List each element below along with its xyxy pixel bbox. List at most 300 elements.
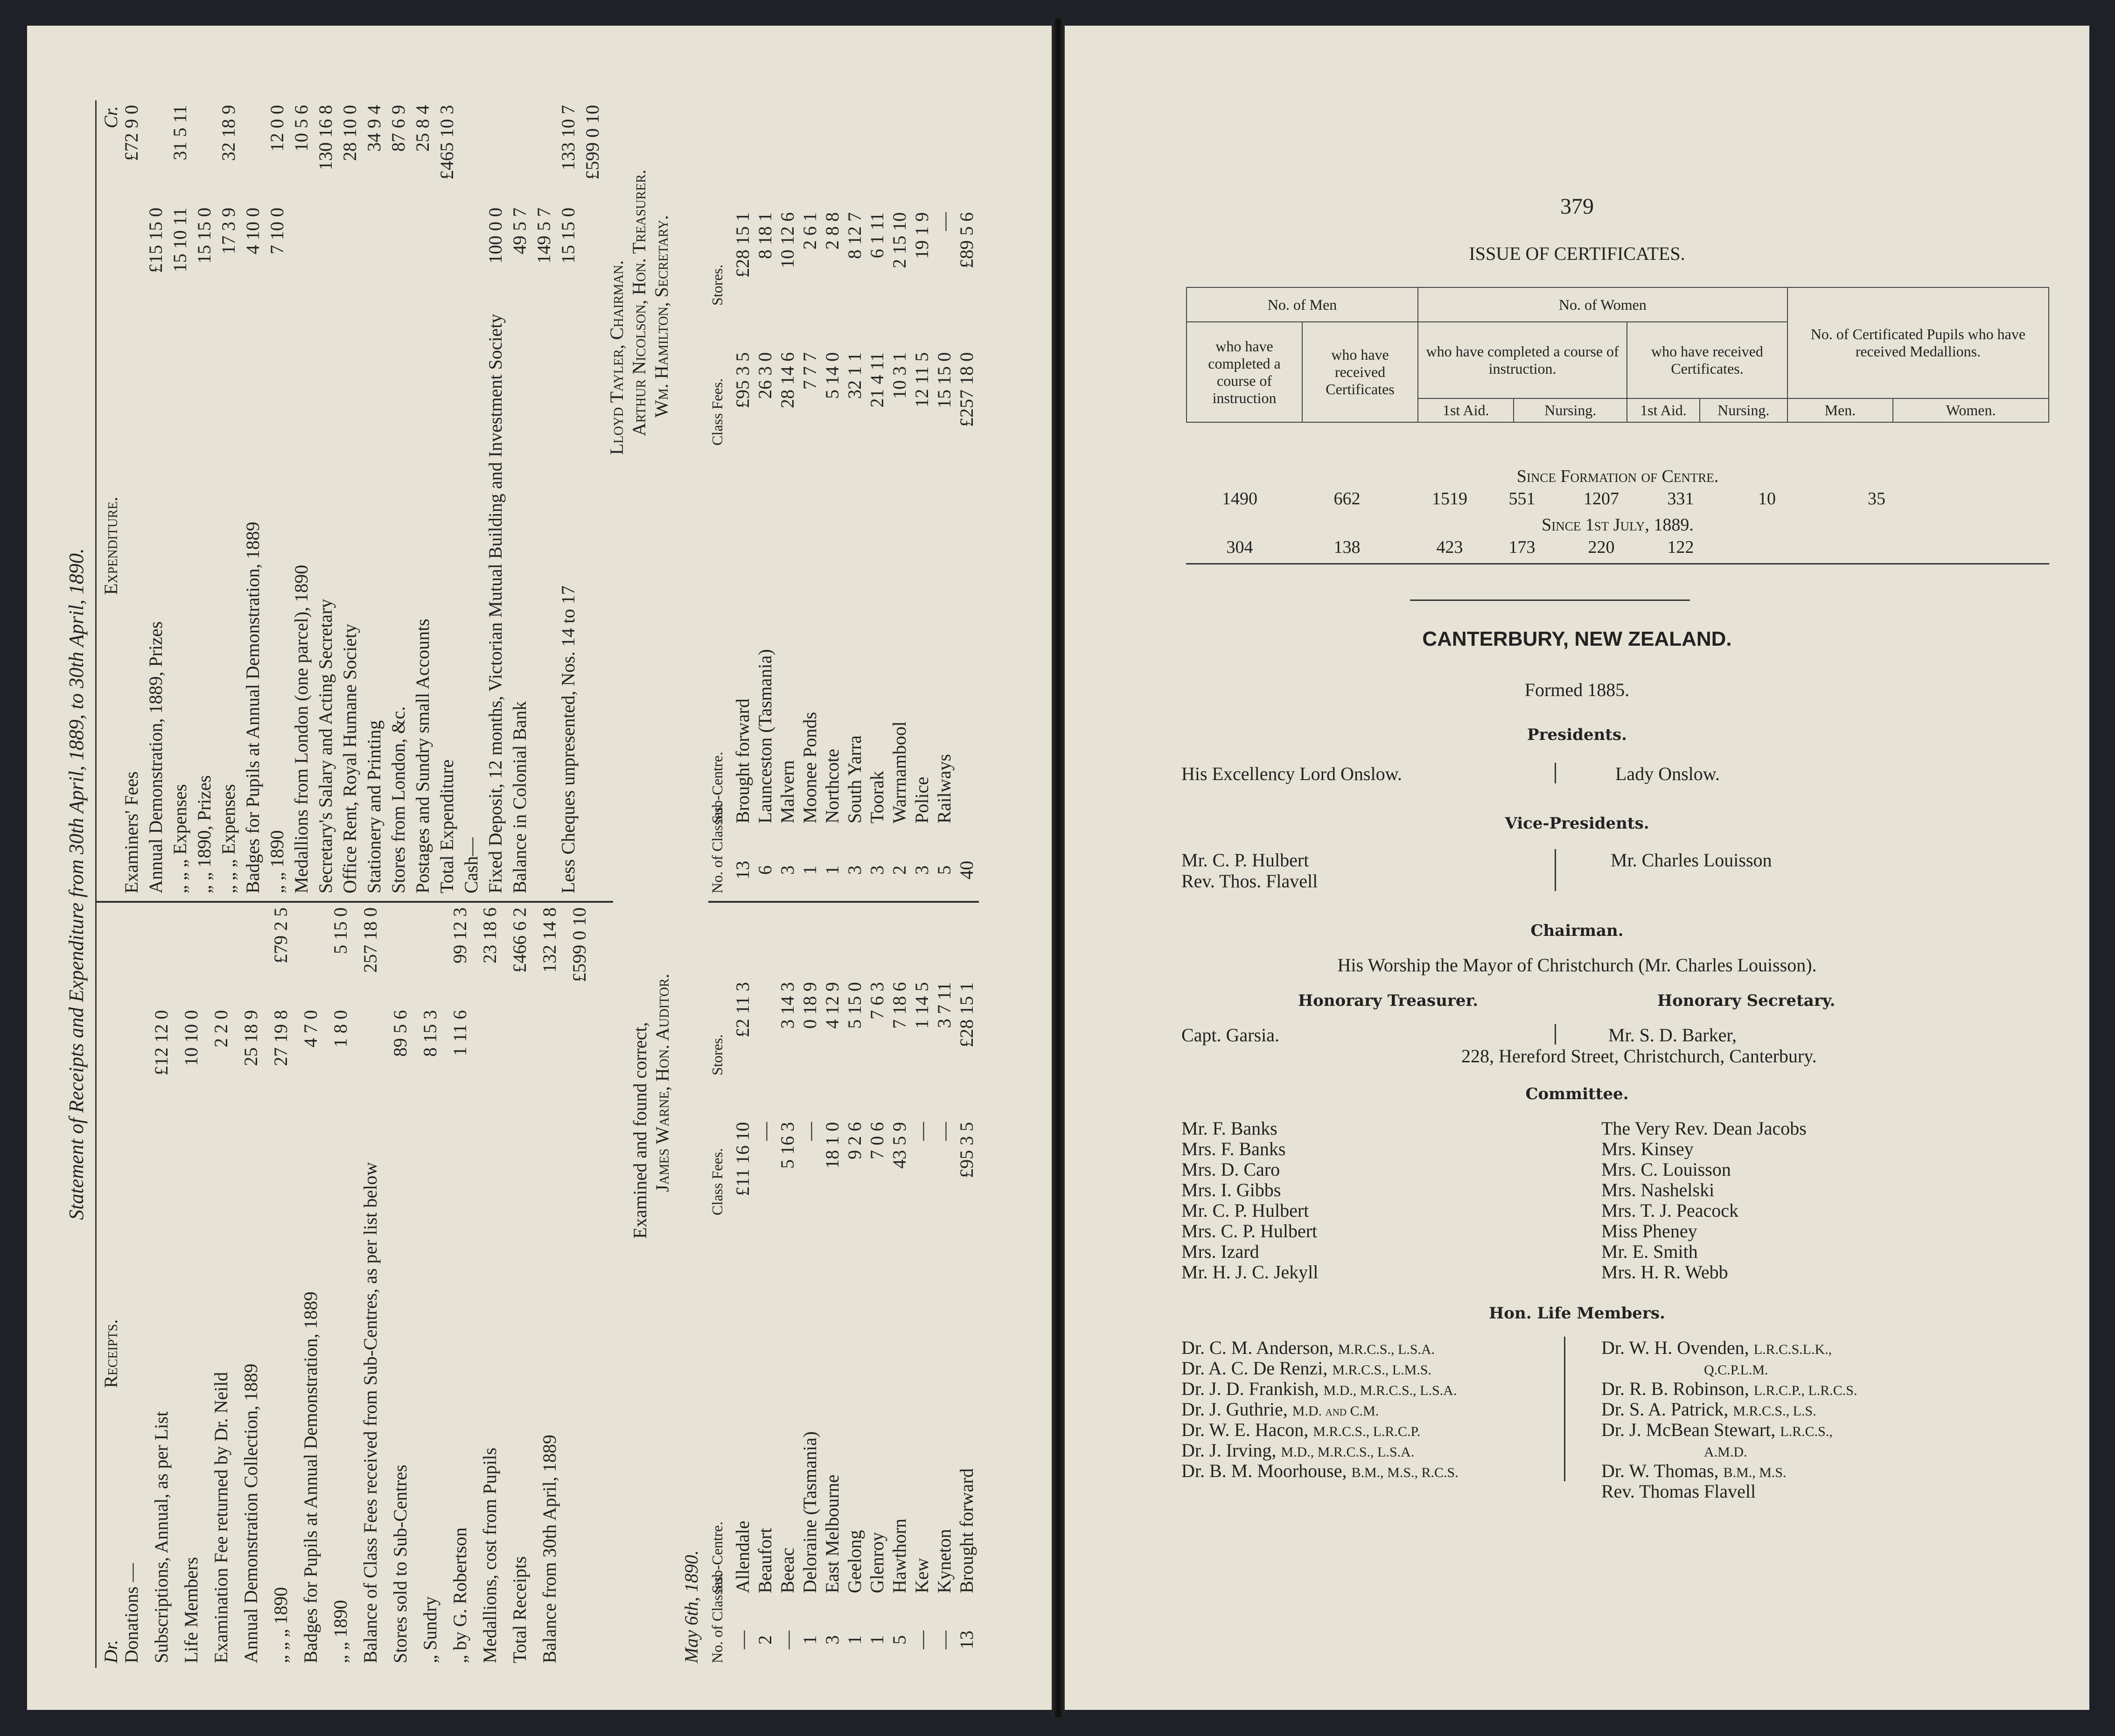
receipt-inner-amount: 4 7 0 [300,1010,321,1047]
receipt-row [150,907,172,1663]
expenditure-label: Less Cheques unpresented, Nos. 14 to 17 [558,586,579,893]
sub-centre-row [776,105,798,893]
expenditure-label: Postages and Sundry small Accounts [412,619,433,893]
sub-stores: — [934,212,955,231]
sub-centre-name: Warrnambool [889,721,910,823]
sub-centre-row [956,907,977,1663]
receipts-list [120,907,615,1663]
committee-member: Mrs. C. P. Hulbert [1181,1220,1318,1241]
expenditure-outer-amount: 31 5 11 [169,105,190,160]
sub-fees: £95 3 5 [956,1122,977,1178]
receipt-row [210,907,231,1663]
receipt-outer-amount: 99 12 3 [449,907,470,963]
sub-stores: 2 15 10 [889,212,910,268]
receipt-inner-amount: 1 11 6 [449,1010,470,1056]
expenditure-row [339,105,360,893]
receipt-row [359,907,381,1663]
sub-fees: 28 14 6 [777,352,798,408]
receipt-outer-amount: £466 6 2 [509,907,530,973]
statement-rotated [64,100,988,1668]
sub-centre-name: Moonee Ponds [799,712,820,823]
president-right: Lady Onslow. [1615,763,1720,784]
sub-fees: — [934,1122,955,1141]
receipt-label: Badges for Pupils at Annual Demonstration, 1889 [300,1291,321,1663]
sub-centre-row [821,907,843,1663]
medallion-men-header: Men. [1787,398,1893,422]
expenditure-inner-amount: 100 0 0 [485,208,506,264]
life-member-qualifications: L.R.C.S.L.K., [1753,1342,1832,1357]
receipt-label: Donations — [121,1563,142,1663]
expenditure-row [460,105,482,893]
sub-centre-name: Launceston (Tasmania) [754,649,775,823]
sub-centres-table-b [708,105,988,893]
sub-fees: — [754,1122,775,1141]
treasurer-signature: Arthur Nicolson, Hon. Treasurer. [628,169,649,436]
chairman-name: His Worship the Mayor of Christchurch (Mr. Charles Louisson). [1337,955,1817,976]
sub-classes: 2 [889,865,910,875]
receipt-label: Total Receipts [509,1556,530,1663]
sub-stores: 1 14 5 [911,982,932,1029]
men-header: No. of Men [1187,287,1418,322]
receipt-inner-amount: 89 5 6 [390,1010,411,1057]
sub-classes: 5 [934,865,955,875]
expenditure-label: Stores from London, &c. [388,706,409,893]
receipt-row [270,907,291,1663]
statement-title: Statement of Receipts and Expenditure from 30th April, 1889, to 30th April, 1890. [65,548,88,1220]
life-members-right [1601,1337,1857,1501]
life-member [1181,1337,1459,1357]
receipt-row [180,907,202,1663]
sub-header-stores: Stores. [709,1034,726,1075]
expenditure-outer-amount: £72 9 0 [121,105,142,161]
sub-classes: — [777,1631,798,1649]
committee-member: Mrs. F. Banks [1181,1138,1286,1159]
sub-centre-name: Railways [934,754,955,823]
women-header: No. of Women [1418,287,1787,322]
sub-stores: 0 18 9 [799,982,820,1029]
receipt-row [120,907,142,1663]
sub-fees: £257 18 0 [956,352,977,427]
sub-centre-row [754,907,775,1663]
life-divider [1564,1337,1565,1481]
sub-classes: 5 [889,1635,910,1645]
receipt-inner-amount: 2 2 0 [210,1010,231,1047]
sub-centres-table-a [708,907,988,1663]
sub-fees: 15 15 0 [934,352,955,408]
committee-right-list [1601,1117,1807,1282]
certificate-figure: 551 [1508,489,1536,509]
women-completed-header: who have completed a course of instruction. [1418,322,1627,398]
president-divider [1555,763,1556,783]
expenditure-label: „ „ 1890 [266,830,287,893]
since-formation-label: Since Formation of Centre. [1516,467,1719,486]
certificate-figure: 122 [1667,537,1694,557]
certificate-figure: 220 [1588,537,1615,557]
life-member-qualifications: M.R.C.S., L.M.S. [1332,1362,1431,1378]
receipt-label: „ „ „ 1890 [270,1587,291,1663]
sub-centre-row [866,907,887,1663]
certificate-figure: 662 [1333,489,1361,509]
life-member-qualifications: B.M., M.S., R.C.S. [1351,1465,1459,1480]
expenditure-outer-amount: 34 9 4 [363,105,384,152]
expenditure-label: „ „ „ Expenses [169,784,190,893]
receipt-label: „ „ 1890 [330,1600,351,1663]
cr-label: Cr. [100,106,121,128]
center-divider [95,901,613,903]
sub-stores: £2 11 3 [732,982,753,1038]
life-member-qualifications: L.R.C.P., L.R.C.S. [1753,1383,1857,1398]
receipt-row [568,907,590,1663]
expenditure-outer-amount: 25 8 4 [412,105,433,152]
receipt-row [240,907,261,1663]
sub-centre-name: Malvern [777,760,798,823]
receipt-row [479,907,500,1663]
life-member-name: Dr. S. A. Patrick, [1601,1399,1733,1420]
sub-centre-row [754,105,775,893]
receipt-outer-amount: 132 14 8 [539,907,560,973]
life-member [1601,1460,1857,1480]
receipt-label: Medallions, cost from Pupils [479,1447,500,1663]
life-members-heading: Hon. Life Members. [1489,1304,1665,1323]
committee-member: Mrs. H. R. Webb [1601,1262,1728,1283]
receipt-outer-amount: £79 2 5 [270,907,291,963]
examined-text: Examined and found correct, [629,1022,650,1239]
certificate-figure: 1207 [1584,489,1619,509]
expenditure-row [193,105,215,893]
sub-classes: 1 [822,865,843,875]
life-member-qualifications: A.M.D. [1704,1444,1747,1460]
sub-header-fees: Class Fees. [709,378,726,446]
expenditure-inner-amount: £15 15 0 [145,208,166,273]
life-member [1181,1398,1459,1419]
certificate-figure: 1490 [1222,489,1257,509]
life-member-name: Dr. B. M. Moorhouse, [1181,1460,1352,1481]
expenditure-row [436,105,457,893]
sub-centre-row [799,105,820,893]
sub-centre-name: Beeac [777,1548,798,1593]
sub-centre-row [732,907,753,1663]
sub-stores: 7 6 3 [866,982,887,1019]
life-member-name: Dr. R. B. Robinson, [1601,1378,1754,1399]
sub-centre-row [844,907,865,1663]
sub-stores: 19 1 9 [911,212,932,259]
expenditure-inner-amount: 149 5 7 [533,208,554,264]
certificates-table [1186,287,2049,557]
sub-stores: 7 18 6 [889,982,910,1029]
sub-classes: 13 [732,861,753,879]
sub-centre-name: Brought forward [956,1468,977,1593]
july-row [1186,537,2049,559]
sub-centre-row [844,105,865,893]
sub-centre-row [732,105,753,893]
expenditure-outer-amount: 28 10 0 [339,105,360,161]
sub-header-centre: Sub-Centre. [709,752,726,823]
expenditure-heading: Expenditure. [100,496,121,595]
expenditure-inner-amount: 15 15 0 [194,208,215,264]
committee-member: Mr. F. Banks [1181,1118,1277,1139]
sub-centre-name: Allendale [732,1520,753,1593]
expenditure-row [412,105,433,893]
life-member-qualifications: L.R.C.S., [1780,1424,1833,1439]
sub-fees: — [799,1122,820,1141]
certificate-figure: 304 [1226,537,1253,557]
sub-fees: 12 11 5 [911,352,932,408]
expenditure-row [120,105,142,893]
presidents-heading: Presidents. [1527,725,1627,744]
sub-classes: 1 [799,1635,820,1645]
table-bottom-rule [1186,563,2049,565]
certificate-figure: 35 [1868,489,1885,509]
sub-header-stores: Stores. [709,265,726,306]
sub-fees: 26 3 0 [754,352,775,399]
sub-classes: — [911,1631,932,1649]
sub-fees: 10 3 1 [889,352,910,399]
receipt-label: Life Members [181,1557,202,1663]
formed-year: Formed 1885. [1524,679,1630,700]
certificate-figure: 173 [1508,537,1536,557]
sub-classes: 2 [754,1635,775,1645]
life-member-name: Dr. C. M. Anderson, [1181,1337,1338,1358]
expenditure-row [387,105,409,893]
expenditure-label: Medallions from London (one parcel), 1890 [291,565,312,893]
expenditure-outer-amount: 10 5 6 [291,105,312,152]
officers-divider [1555,1024,1556,1045]
receipt-inner-amount: £12 12 0 [151,1010,172,1075]
life-member-name: Dr. W. Thomas, [1601,1460,1724,1481]
sub-centre-name: South Yarra [844,735,865,823]
medallions-header: No. of Certificated Pupils who have received Medallions. [1787,287,2049,398]
sub-stores: 4 12 9 [822,982,843,1029]
expenditure-label: Cash— [461,837,482,893]
life-members-left [1181,1337,1459,1480]
expenditure-outer-amount: 32 18 9 [218,105,239,161]
receipt-row [389,907,411,1663]
committee-member: Mrs. T. J. Peacock [1601,1200,1739,1221]
treasurer-heading: Honorary Treasurer. [1298,991,1479,1010]
expenditure-row [533,105,554,893]
sub-fees: £11 16 10 [732,1122,753,1196]
secretary-signature: Wm. Hamilton, Secretary. [651,215,672,418]
sub-header-fees: Class Fees. [709,1148,726,1215]
sub-classes: 1 [844,1635,865,1645]
life-member [1601,1480,1857,1501]
sub-centre-row [933,105,955,893]
receipts-heading: Receipts. [100,1319,121,1388]
expenditure-list [120,105,615,893]
formation-row [1186,488,2049,511]
sub-fees: 9 2 6 [844,1122,865,1159]
sub-header-classes: No. of Classes. [709,1573,726,1663]
sub-centre-name: Glenroy [866,1532,887,1593]
expenditure-inner-amount: 15 10 11 [169,208,190,272]
sub-fees: — [911,1122,932,1141]
expenditure-row [290,105,312,893]
receipt-label: „ Sundry [419,1596,440,1663]
receipt-label: Balance from 30th April, 1889 [539,1435,560,1663]
men-completed-header: who have completed a course of instruction [1187,322,1302,422]
life-member-qualifications: B.M., M.S. [1723,1465,1787,1480]
title-rule [95,100,97,1668]
life-member [1181,1460,1459,1480]
expenditure-label: Examiners' Fees [121,771,142,893]
expenditure-label: Fixed Deposit, 12 months, Victorian Mutual Building and Investment Society [485,314,506,893]
life-member-name: Dr. A. C. De Renzi, [1181,1358,1333,1379]
expenditure-label: Annual Demonstration, 1889, Prizes [145,621,166,893]
sub-classes: 6 [754,865,775,875]
life-member [1601,1439,1857,1460]
sub-centre-name: East Melbourne [822,1474,843,1593]
sub-stores: 6 1 11 [866,212,887,258]
expenditure-label: Total Expenditure [436,759,457,893]
life-member [1601,1419,1857,1439]
expenditure-row [581,105,603,893]
expenditure-row [314,105,336,893]
sub-stores: 2 8 8 [822,212,843,250]
committee-member: Mrs. I. Gibbs [1181,1179,1281,1200]
life-member-qualifications: M.R.C.S., L.R.C.P. [1313,1424,1421,1439]
expenditure-row [363,105,384,893]
expenditure-label: Balance in Colonial Bank [509,701,530,893]
sub-stores: 3 14 3 [777,982,798,1029]
sub-centre-name: Police [911,777,932,823]
sub-centre-row [888,907,910,1663]
sub-classes: — [732,1631,753,1649]
expenditure-inner-amount: 49 5 7 [509,208,530,254]
expenditure-row [266,105,287,893]
nursing-header-2: Nursing. [1700,398,1787,422]
expenditure-outer-amount: 130 16 8 [315,105,336,170]
sub-fees: £95 3 5 [732,352,753,408]
life-member [1601,1378,1857,1398]
sub-stores: £28 15 1 [956,982,977,1047]
committee-heading: Committee. [1525,1085,1629,1103]
sub-fees: 21 4 11 [866,352,887,408]
life-member [1601,1337,1857,1357]
receipt-label: Examination Fee returned by Dr. Neild [210,1372,231,1663]
women-received-header: who have received Certificates. [1627,322,1787,398]
receipt-outer-amount: 257 18 0 [360,907,381,973]
committee-member: Mr. C. P. Hulbert [1181,1200,1309,1221]
sub-fees: 7 7 7 [799,352,820,390]
sub-centre-name: Northcote [822,749,843,823]
vice-right-1: Mr. Charles Louisson [1611,850,1772,871]
sub-fees: 7 0 6 [866,1122,887,1159]
sub-divider [708,901,979,903]
committee-member: Mrs. Nashelski [1601,1179,1715,1200]
men-received-header: who have received Certificates [1302,322,1418,422]
sub-centre-row [933,907,955,1663]
sub-classes: 1 [866,1635,887,1645]
expenditure-outer-amount: £465 10 3 [436,105,457,180]
receipt-label: Annual Demonstration Collection, 1889 [240,1363,261,1663]
secretary-name: Mr. S. D. Barker, [1608,1025,1737,1046]
receipt-label: „ by G. Robertson [449,1527,470,1663]
medallion-women-header: Women. [1893,398,2049,422]
receipt-label: Stores sold to Sub-Centres [390,1464,411,1663]
vice-divider [1555,849,1556,891]
sub-classes: — [934,1631,955,1649]
life-member-qualifications: M.D., M.R.C.S., L.S.A. [1323,1383,1457,1398]
sub-centre-row [866,105,887,893]
sub-stores: 2 6 1 [799,212,820,250]
life-member [1181,1419,1459,1439]
receipt-row [449,907,470,1663]
statement-date: May 6th, 1890. [681,1550,702,1663]
sub-classes: 3 [844,865,865,875]
expenditure-row [242,105,263,893]
expenditure-row [484,105,506,893]
committee-member: Mr. H. J. C. Jekyll [1181,1262,1319,1283]
receipt-row [509,907,530,1663]
sub-centre-row [821,105,843,893]
sub-stores: £28 15 1 [732,212,753,278]
sub-centre-row [799,907,820,1663]
section-rule [1410,600,1690,601]
expenditure-outer-amount: 87 6 9 [388,105,409,152]
life-member-name: Dr. J. Irving, [1181,1440,1281,1461]
sub-header-centre: Sub-Centre. [709,1521,726,1593]
expenditure-label: Office Rent, Royal Humane Society [339,623,360,893]
certificate-figure: 331 [1667,489,1694,509]
sub-fees: 43 5 9 [889,1122,910,1169]
sub-centre-row [911,907,932,1663]
issue-title: ISSUE OF CERTIFICATES. [1469,243,1685,264]
sub-classes: 1 [799,865,820,875]
sub-centre-name: Toorak [866,771,887,823]
chairman-signature: Lloyd Tayler, Chairman. [606,260,627,455]
sub-classes: 3 [911,865,932,875]
receipt-inner-amount: 27 19 8 [270,1010,291,1066]
receipt-row [329,907,351,1663]
expenditure-label: „ „ 1890, Prizes [194,775,215,893]
expenditure-inner-amount: 15 15 0 [558,208,579,264]
sub-centre-name: Geelong [844,1530,865,1593]
page-number: 379 [1560,194,1594,219]
receipt-outer-amount: 23 18 6 [479,907,500,963]
treasurer-name: Capt. Garsia. [1181,1025,1279,1046]
sub-fees: 5 14 0 [822,352,843,399]
committee-member: Mrs. Kinsey [1601,1138,1694,1159]
sub-stores: 8 18 1 [754,212,775,259]
sub-classes: 13 [956,1631,977,1649]
expenditure-inner-amount: 17 3 9 [218,208,239,254]
committee-member: Mrs. Izard [1181,1241,1259,1262]
sub-stores: 10 12 6 [777,212,798,268]
life-member [1181,1378,1459,1398]
life-member [1601,1357,1857,1378]
since-july-label: Since 1st July, 1889. [1542,515,1694,535]
sub-centre-row [911,105,932,893]
sub-centre-name: Hawthorn [889,1519,910,1593]
sub-header-row [708,907,730,1663]
sub-centre-row [888,105,910,893]
life-member [1181,1357,1459,1378]
sub-header-row [708,105,730,893]
book-gutter [1052,19,1065,1717]
first-aid-header-2: 1st Aid. [1627,398,1700,422]
expenditure-label: Badges for Pupils at Annual Demonstration, 1889 [242,522,263,893]
life-member [1601,1398,1857,1419]
left-page [27,26,1052,1710]
chairman-heading: Chairman. [1530,921,1624,940]
sub-centre-name: Brought forward [732,698,753,823]
vice-heading: Vice-Presidents. [1505,814,1649,833]
receipt-label: Balance of Class Fees received from Sub-Centres, as per list below [360,1162,381,1663]
canterbury-title: CANTERBURY, NEW ZEALAND. [1422,627,1732,650]
receipt-inner-amount: 1 8 0 [330,1010,351,1047]
receipt-outer-amount: 5 15 0 [330,907,351,954]
expenditure-outer-amount: 133 10 7 [558,105,579,170]
